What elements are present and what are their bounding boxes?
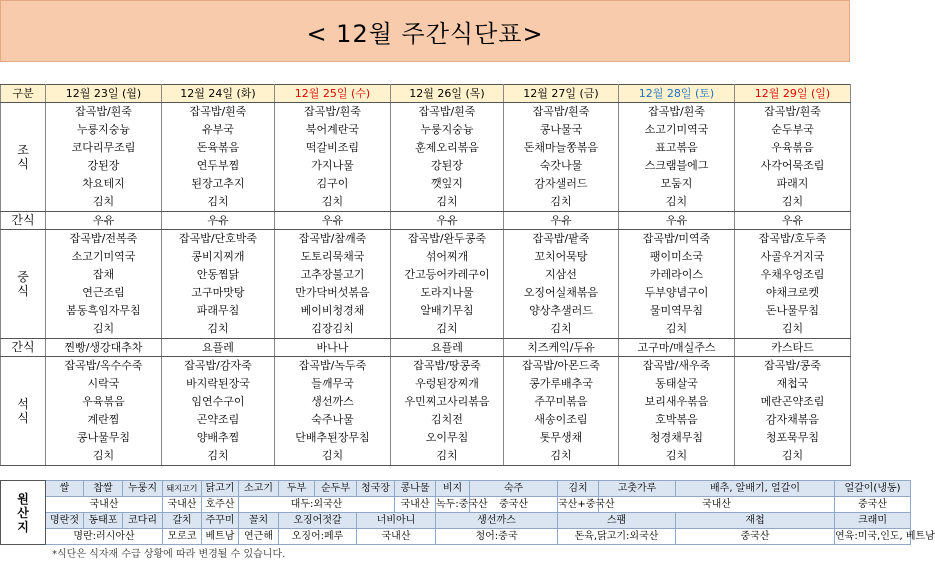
dinner-row <box>1 411 851 429</box>
origin-cell: 청어:중국 <box>436 529 558 545</box>
menu-item: 훈제오리볶음 <box>391 139 504 157</box>
origin-cell: 두부 <box>279 481 315 497</box>
dinner-row <box>1 357 851 376</box>
menu-item: 새송이조림 <box>504 411 619 429</box>
snack-item: 요플레 <box>391 339 504 357</box>
menu-item: 떡갈비조림 <box>275 139 391 157</box>
menu-item: 잡곡밥/완두콩죽 <box>391 230 504 249</box>
menu-item: 호박볶음 <box>619 411 735 429</box>
page-title <box>0 0 850 62</box>
menu-item: 가지나물 <box>275 157 391 175</box>
snack-item: 우유 <box>162 212 275 230</box>
menu-item: 양배추찜 <box>162 429 275 447</box>
header-day <box>46 85 162 103</box>
menu-item: 김치 <box>391 447 504 466</box>
origin-cell: 호주산 <box>202 497 239 513</box>
day-label: 12월 27일 (금) <box>523 87 599 100</box>
menu-item: 누룽지숭늉 <box>46 121 162 139</box>
menu-item: 주꾸미볶음 <box>504 393 619 411</box>
origin-cell: 동태포 <box>84 513 123 529</box>
origin-cell: 중국산 <box>676 529 835 545</box>
origin-cell: 스팸 <box>558 513 676 529</box>
menu-item: 오징어실채볶음 <box>504 284 619 302</box>
origin-cell: 얼갈이(냉동) <box>835 481 911 497</box>
origin-cell: 누룽지 <box>123 481 163 497</box>
origin-cell: 국내산 <box>163 497 202 513</box>
header-category: 구분 <box>1 85 46 103</box>
origin-cell: 대두:외국산 <box>239 497 395 513</box>
menu-item: 잡곡밥/미역죽 <box>619 230 735 249</box>
menu-item: 김치 <box>391 193 504 212</box>
dinner-row <box>1 429 851 447</box>
menu-item: 김치 <box>504 447 619 466</box>
menu-item: 콩나물국 <box>504 121 619 139</box>
menu-item: 김치 <box>46 193 162 212</box>
menu-item: 김장김치 <box>275 320 391 339</box>
menu-item: 오이무침 <box>391 429 504 447</box>
menu-item: 파래무침 <box>162 302 275 320</box>
header-day <box>275 85 391 103</box>
menu-item: 잡곡밥/흰죽 <box>391 103 504 122</box>
snack-item: 우유 <box>619 212 735 230</box>
origin-table <box>0 480 935 545</box>
menu-item: 김치 <box>735 447 851 466</box>
origin-cell: 베트남 <box>202 529 239 545</box>
menu-item: 간고등어카레구이 <box>391 266 504 284</box>
origin-row <box>1 513 911 529</box>
menu-item: 꼬치어묵탕 <box>504 248 619 266</box>
origin-cell: 쌀 <box>46 481 84 497</box>
snack-row <box>1 212 851 230</box>
label-char: 식 <box>17 411 29 425</box>
origin-cell: 너비아니 <box>357 513 436 529</box>
menu-item: 고추장불고기 <box>275 266 391 284</box>
menu-item: 메란곤약조림 <box>735 393 851 411</box>
menu-item: 김치 <box>46 320 162 339</box>
menu-item: 김치 <box>619 320 735 339</box>
menu-item: 잡곡밥/호두죽 <box>735 230 851 249</box>
lunch-row <box>1 230 851 249</box>
menu-item: 숙갓나물 <box>504 157 619 175</box>
menu-item: 잡곡밥/흰죽 <box>619 103 735 122</box>
header-day <box>391 85 504 103</box>
lunch-label <box>1 230 46 339</box>
menu-item: 고구마맛탕 <box>162 284 275 302</box>
origin-cell: 청국장 <box>357 481 395 497</box>
origin-cell: 코다리 <box>123 513 163 529</box>
snack-item: 치즈케익/두유 <box>504 339 619 357</box>
breakfast-row <box>1 193 851 212</box>
menu-item: 강된장 <box>46 157 162 175</box>
snack-item: 우유 <box>46 212 162 230</box>
snack-item: 우유 <box>735 212 851 230</box>
menu-item: 잡곡밥/콩죽 <box>735 357 851 376</box>
menu-item: 팽이미소국 <box>619 248 735 266</box>
menu-item: 북어계란국 <box>275 121 391 139</box>
lunch-row <box>1 320 851 339</box>
origin-cell: 모로코 <box>163 529 202 545</box>
origin-cell: 꼴치 <box>239 513 279 529</box>
breakfast-row <box>1 175 851 193</box>
menu-item: 톳무생채 <box>504 429 619 447</box>
menu-item: 누룽지숭늉 <box>391 121 504 139</box>
snack-item: 우유 <box>504 212 619 230</box>
origin-cell: 돼지고기 <box>163 481 202 497</box>
menu-item: 김치 <box>275 447 391 466</box>
menu-item: 콩비지찌개 <box>162 248 275 266</box>
menu-item: 차요테지 <box>46 175 162 193</box>
origin-cell: 중국산 <box>470 497 558 513</box>
header-row <box>1 85 851 103</box>
origin-cell: 콩나물 <box>395 481 436 497</box>
menu-item: 김치 <box>735 193 851 212</box>
origin-cell: 비지 <box>436 481 470 497</box>
menu-item: 우육볶음 <box>735 139 851 157</box>
header-day <box>162 85 275 103</box>
menu-item: 감자채볶음 <box>735 411 851 429</box>
menu-item: 봄동흑임자무침 <box>46 302 162 320</box>
origin-row <box>1 529 911 545</box>
origin-label <box>1 481 46 545</box>
menu-item: 임연수구이 <box>162 393 275 411</box>
origin-cell: 중국산 <box>835 497 911 513</box>
menu-item: 양상추샐러드 <box>504 302 619 320</box>
menu-item: 잡곡밥/아몬드죽 <box>504 357 619 376</box>
snack-item: 바나나 <box>275 339 391 357</box>
origin-cell: 국내산 <box>599 497 835 513</box>
origin-cell: 오징어젓갈 <box>279 513 357 529</box>
lunch-row <box>1 302 851 320</box>
lunch-row <box>1 248 851 266</box>
origin-cell: 국산+중국산 <box>558 497 599 513</box>
menu-item: 표고볶음 <box>619 139 735 157</box>
menu-item: 생선까스 <box>275 393 391 411</box>
menu-item: 알배기무침 <box>391 302 504 320</box>
breakfast-row <box>1 139 851 157</box>
origin-cell: 녹두:중국산 <box>436 497 470 513</box>
day-label: 12월 26일 (목) <box>409 87 485 100</box>
origin-cell: 명란:러시아산 <box>46 529 163 545</box>
snack-item: 찐빵/생강대추차 <box>46 339 162 357</box>
menu-item: 김치 <box>619 193 735 212</box>
label-char: 조 <box>17 143 29 157</box>
origin-cell: 연근해 <box>239 529 279 545</box>
menu-item: 김치 <box>504 193 619 212</box>
menu-item: 콩가루배추국 <box>504 375 619 393</box>
menu-item: 코다리무조림 <box>46 139 162 157</box>
weekly-menu-table <box>0 84 851 466</box>
menu-item: 된장고추지 <box>162 175 275 193</box>
menu-item: 김치전 <box>391 411 504 429</box>
snack-label: 간식 <box>1 339 46 357</box>
menu-item: 김치 <box>735 320 851 339</box>
menu-item: 잡곡밥/새우죽 <box>619 357 735 376</box>
menu-item: 잡곡밥/단호박죽 <box>162 230 275 249</box>
breakfast-row <box>1 121 851 139</box>
menu-item: 유부국 <box>162 121 275 139</box>
menu-item: 파래지 <box>735 175 851 193</box>
menu-item: 돈육볶음 <box>162 139 275 157</box>
label-char: 중 <box>17 270 29 284</box>
snack-label: 간식 <box>1 212 46 230</box>
menu-item: 김치 <box>275 193 391 212</box>
origin-row <box>1 497 911 513</box>
menu-item: 김치 <box>391 320 504 339</box>
menu-item: 연두부찜 <box>162 157 275 175</box>
origin-cell: 소고기 <box>239 481 279 497</box>
origin-cell: 주꾸미 <box>202 513 239 529</box>
origin-cell: 닭고기 <box>202 481 239 497</box>
menu-item: 카레라이스 <box>619 266 735 284</box>
origin-cell: 김치 <box>558 481 599 497</box>
header-day <box>735 85 851 103</box>
menu-item: 단배추된장무침 <box>275 429 391 447</box>
label-char: 식 <box>17 284 29 298</box>
menu-item: 잡곡밥/참깨죽 <box>275 230 391 249</box>
menu-item: 지삼선 <box>504 266 619 284</box>
menu-item: 우채우엉조림 <box>735 266 851 284</box>
origin-cell: 오징어:페루 <box>279 529 357 545</box>
origin-cell: 국내산 <box>46 497 163 513</box>
menu-item: 베이비청경채 <box>275 302 391 320</box>
origin-cell: 찹쌀 <box>84 481 123 497</box>
menu-item: 김치 <box>162 320 275 339</box>
menu-item: 잡곡밥/전복죽 <box>46 230 162 249</box>
menu-item: 돈채마늘쫑볶음 <box>504 139 619 157</box>
menu-item: 잡곡밥/옥수수죽 <box>46 357 162 376</box>
origin-cell: 돈육,닭고기:외국산 <box>558 529 676 545</box>
menu-item: 소고기미역국 <box>619 121 735 139</box>
snack-item: 고구마/매실주스 <box>619 339 735 357</box>
day-label: 12월 28일 (토) <box>638 87 715 100</box>
menu-item: 콩나물무침 <box>46 429 162 447</box>
menu-item: 청포묵무침 <box>735 429 851 447</box>
menu-item: 감자샐러드 <box>504 175 619 193</box>
menu-item: 김치 <box>162 193 275 212</box>
menu-item: 김치 <box>619 447 735 466</box>
menu-item: 우렁된장찌개 <box>391 375 504 393</box>
menu-item: 계란찜 <box>46 411 162 429</box>
menu-item: 시락국 <box>46 375 162 393</box>
menu-item: 잡곡밥/흰죽 <box>46 103 162 122</box>
menu-item: 야채크로켓 <box>735 284 851 302</box>
breakfast-label <box>1 103 46 212</box>
dinner-row <box>1 447 851 466</box>
snack-row <box>1 339 851 357</box>
menu-item: 물미역무침 <box>619 302 735 320</box>
menu-item: 들깨무국 <box>275 375 391 393</box>
origin-cell: 명란젓 <box>46 513 84 529</box>
menu-item: 곤약조림 <box>162 411 275 429</box>
origin-cell: 국내산 <box>357 529 436 545</box>
menu-item: 김치 <box>46 447 162 466</box>
menu-item: 사각어묵조림 <box>735 157 851 175</box>
day-label: 12월 23일 (월) <box>65 87 142 100</box>
snack-item: 요플레 <box>162 339 275 357</box>
lunch-row <box>1 266 851 284</box>
menu-item: 잡곡밥/흰죽 <box>162 103 275 122</box>
origin-row <box>1 481 911 497</box>
menu-item: 강된장 <box>391 157 504 175</box>
breakfast-row <box>1 157 851 175</box>
dinner-row <box>1 375 851 393</box>
menu-item: 잡채 <box>46 266 162 284</box>
origin-cell: 갈치 <box>163 513 202 529</box>
menu-item: 재첩국 <box>735 375 851 393</box>
menu-item: 잡곡밥/녹두죽 <box>275 357 391 376</box>
menu-item: 잡곡밥/감자죽 <box>162 357 275 376</box>
menu-item: 잡곡밥/흰죽 <box>504 103 619 122</box>
menu-item: 잡곡밥/흰죽 <box>735 103 851 122</box>
menu-item: 잡곡밥/흰죽 <box>275 103 391 122</box>
menu-item: 스크램블에그 <box>619 157 735 175</box>
menu-item: 섞어찌개 <box>391 248 504 266</box>
breakfast-row <box>1 103 851 122</box>
menu-item: 잡곡밥/팥죽 <box>504 230 619 249</box>
origin-cell: 배추, 알배기, 얼갈이 <box>676 481 835 497</box>
origin-cell: 순두부 <box>315 481 357 497</box>
menu-item: 김치 <box>504 320 619 339</box>
label-char: 지 <box>17 519 29 534</box>
menu-item: 바지락된장국 <box>162 375 275 393</box>
menu-item: 우육볶음 <box>46 393 162 411</box>
menu-item: 순두부국 <box>735 121 851 139</box>
title-text: < 12월 주간식단표> <box>306 19 544 48</box>
day-label: 12월 24일 (화) <box>180 87 256 100</box>
notice-text: *식단은 식자재 수급 상황에 따라 변경될 수 있습니다. <box>52 549 286 560</box>
menu-item: 청경채무침 <box>619 429 735 447</box>
label-char: 산 <box>17 505 29 520</box>
menu-item: 김치 <box>162 447 275 466</box>
label-char: 원 <box>17 491 29 506</box>
menu-item: 동태살국 <box>619 375 735 393</box>
origin-cell: 국내산 <box>395 497 436 513</box>
snack-item: 우유 <box>391 212 504 230</box>
menu-item: 연근조림 <box>46 284 162 302</box>
menu-item: 잡곡밥/땅콩죽 <box>391 357 504 376</box>
header-day <box>504 85 619 103</box>
origin-cell: 고춧가루 <box>599 481 676 497</box>
menu-item: 숙주나물 <box>275 411 391 429</box>
origin-cell: 연육:미국,인도, 베트남 <box>835 529 911 545</box>
menu-item: 김구이 <box>275 175 391 193</box>
snack-item: 우유 <box>275 212 391 230</box>
menu-item: 도토리묵채국 <box>275 248 391 266</box>
origin-cell: 생선까스 <box>436 513 558 529</box>
day-label: 12월 25일 (수) <box>294 87 371 100</box>
origin-cell: 숙주 <box>470 481 558 497</box>
dinner-row <box>1 393 851 411</box>
header-day <box>619 85 735 103</box>
snack-item: 카스타드 <box>735 339 851 357</box>
day-label: 12월 29일 (일) <box>754 87 831 100</box>
origin-cell: 재첩 <box>676 513 835 529</box>
menu-item: 깻잎지 <box>391 175 504 193</box>
menu-item: 소고기미역국 <box>46 248 162 266</box>
menu-item: 만가닥버섯볶음 <box>275 284 391 302</box>
menu-item: 사골우거지국 <box>735 248 851 266</box>
dinner-label <box>1 357 46 466</box>
menu-item: 돈나물무침 <box>735 302 851 320</box>
menu-item: 안동찜닭 <box>162 266 275 284</box>
menu-item: 두부양념구이 <box>619 284 735 302</box>
menu-item: 우민찌고사리볶음 <box>391 393 504 411</box>
label-char: 식 <box>17 157 29 171</box>
lunch-row <box>1 284 851 302</box>
menu-item: 도라지나물 <box>391 284 504 302</box>
menu-item: 보리새우볶음 <box>619 393 735 411</box>
menu-item: 모둠지 <box>619 175 735 193</box>
origin-cell: 크래미 <box>835 513 911 529</box>
label-char: 석 <box>17 397 29 411</box>
